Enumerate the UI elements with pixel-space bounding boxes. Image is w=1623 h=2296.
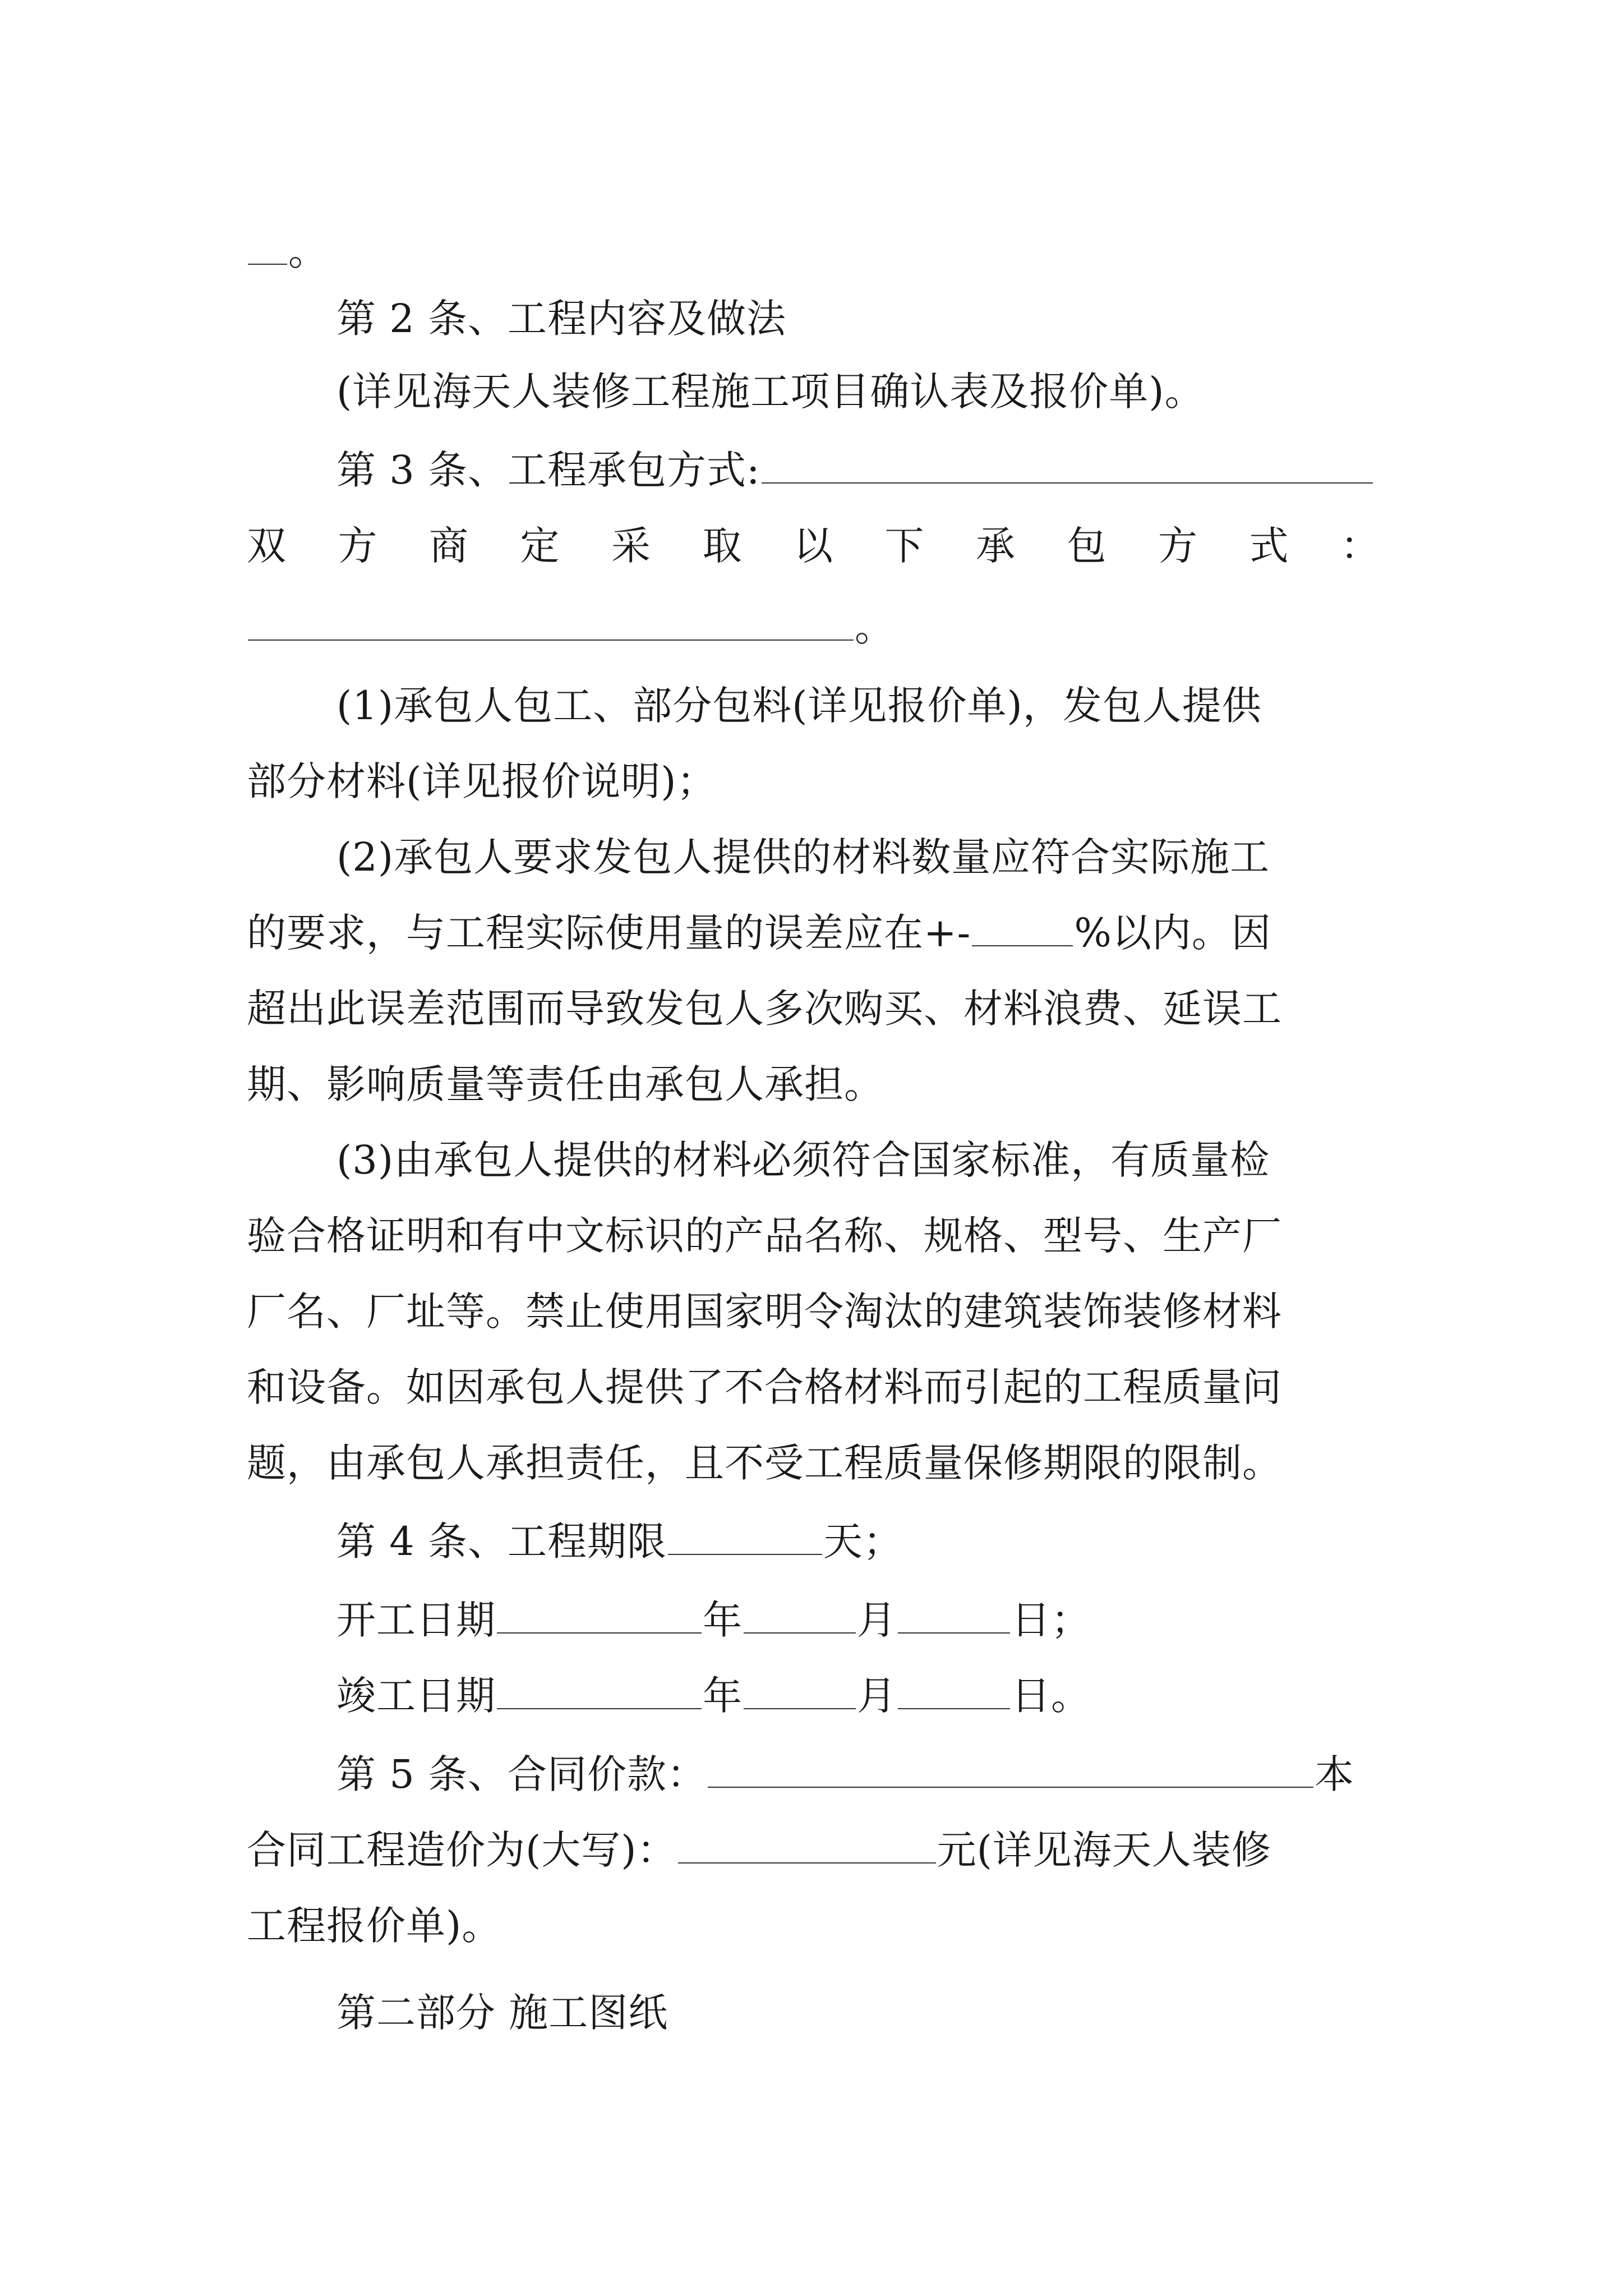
text: 第 4 条、工程期限 bbox=[336, 1519, 667, 1565]
item-3-line-4: 和设备。如因承包人提供了不合格材料而引起的工程质量问 bbox=[247, 1364, 1282, 1410]
contract-price-blank[interactable] bbox=[708, 1753, 1313, 1788]
char: 采 bbox=[611, 523, 651, 569]
start-day-blank[interactable] bbox=[898, 1599, 1010, 1634]
char: 下 bbox=[884, 523, 924, 569]
start-date-line bbox=[336, 1593, 1091, 1647]
char: ： bbox=[1340, 523, 1380, 569]
tolerance-blank[interactable] bbox=[972, 912, 1073, 946]
blank-field[interactable] bbox=[248, 230, 287, 265]
start-year-blank[interactable] bbox=[497, 1599, 702, 1634]
item-3-line-3: 厂名、厂址等。禁止使用国家明令淘汰的建筑装饰装修材料 bbox=[247, 1289, 1282, 1335]
text: 第 3 条、工程承包方式: bbox=[336, 447, 760, 493]
article-3-title bbox=[336, 443, 1374, 497]
contract-method-detail-blank[interactable] bbox=[248, 606, 854, 641]
item-3-line-1: (3)由承包人提供的材料必须符合国家标准，有质量检 bbox=[336, 1137, 1270, 1183]
article-5-line-2 bbox=[247, 1823, 1271, 1877]
line-continuation bbox=[247, 224, 328, 278]
duration-days-blank[interactable] bbox=[668, 1520, 822, 1555]
text: 合同工程造价为(大写)： bbox=[247, 1827, 677, 1873]
price-in-words-blank[interactable] bbox=[678, 1829, 936, 1864]
text: 元(详见海天人装修 bbox=[937, 1827, 1271, 1873]
item-2-line-1: (2)承包人要求发包人提供的材料数量应符合实际施工 bbox=[336, 834, 1270, 880]
end-month-blank[interactable] bbox=[744, 1674, 856, 1709]
text: 第 5 条、合同价款： bbox=[336, 1751, 707, 1797]
char: 定 bbox=[520, 523, 560, 569]
item-2-line-3: 超出此误差范围而导致发包人多次购买、材料浪费、延误工 bbox=[247, 986, 1282, 1032]
article-3-spread-line bbox=[247, 519, 1380, 573]
item-1-line-1: (1)承包人包工、部分包料(详见报价单)，发包人提供 bbox=[336, 683, 1262, 729]
text: 日。 bbox=[1011, 1673, 1091, 1719]
text: 日； bbox=[1011, 1597, 1091, 1643]
item-2-line-4: 期、影响质量等责任由承包人承担。 bbox=[247, 1061, 884, 1107]
char: 双 bbox=[247, 523, 286, 569]
text: 。 bbox=[288, 228, 328, 274]
item-1-line-2: 部分材料(详见报价说明)； bbox=[247, 758, 717, 804]
text: 竣工日期 bbox=[336, 1673, 496, 1719]
char: 承 bbox=[976, 523, 1015, 569]
text: 年 bbox=[703, 1673, 743, 1719]
char: 包 bbox=[1067, 523, 1106, 569]
char: 方 bbox=[1158, 523, 1197, 569]
item-2-line-2 bbox=[247, 906, 1271, 960]
start-month-blank[interactable] bbox=[744, 1599, 856, 1634]
end-year-blank[interactable] bbox=[497, 1674, 702, 1709]
char: 商 bbox=[429, 523, 468, 569]
article-5-line-1 bbox=[336, 1747, 1354, 1801]
char: 式 bbox=[1249, 523, 1289, 569]
contract-method-blank[interactable] bbox=[762, 449, 1373, 484]
article-5-line-3: 工程报价单)。 bbox=[247, 1903, 502, 1949]
char: 方 bbox=[338, 523, 377, 569]
end-day-blank[interactable] bbox=[898, 1674, 1010, 1709]
char: 以 bbox=[794, 523, 833, 569]
part-2-heading: 第二部分 施工图纸 bbox=[336, 1990, 668, 2036]
text: 的要求，与工程实际使用量的误差应在+- bbox=[247, 910, 971, 956]
char: 取 bbox=[702, 523, 742, 569]
text: 天； bbox=[823, 1519, 903, 1565]
end-date-line bbox=[336, 1669, 1091, 1723]
article-4-line bbox=[336, 1515, 903, 1568]
text: 月 bbox=[857, 1673, 897, 1719]
text: %以内。因 bbox=[1074, 910, 1271, 956]
article-2-body: (详见海天人装修工程施工项目确认表及报价单)。 bbox=[336, 369, 1205, 415]
text: 本 bbox=[1315, 1751, 1355, 1797]
text: 开工日期 bbox=[336, 1597, 496, 1643]
text: 月 bbox=[857, 1597, 897, 1643]
article-3-blank-line bbox=[247, 600, 895, 654]
text: 。 bbox=[855, 604, 895, 650]
item-3-line-2: 验合格证明和有中文标识的产品名称、规格、型号、生产厂 bbox=[247, 1213, 1282, 1259]
item-3-line-5: 题，由承包人承担责任，且不受工程质量保修期限的限制。 bbox=[247, 1440, 1282, 1486]
text: 年 bbox=[703, 1597, 743, 1643]
article-2-title: 第 2 条、工程内容及做法 bbox=[336, 296, 787, 342]
